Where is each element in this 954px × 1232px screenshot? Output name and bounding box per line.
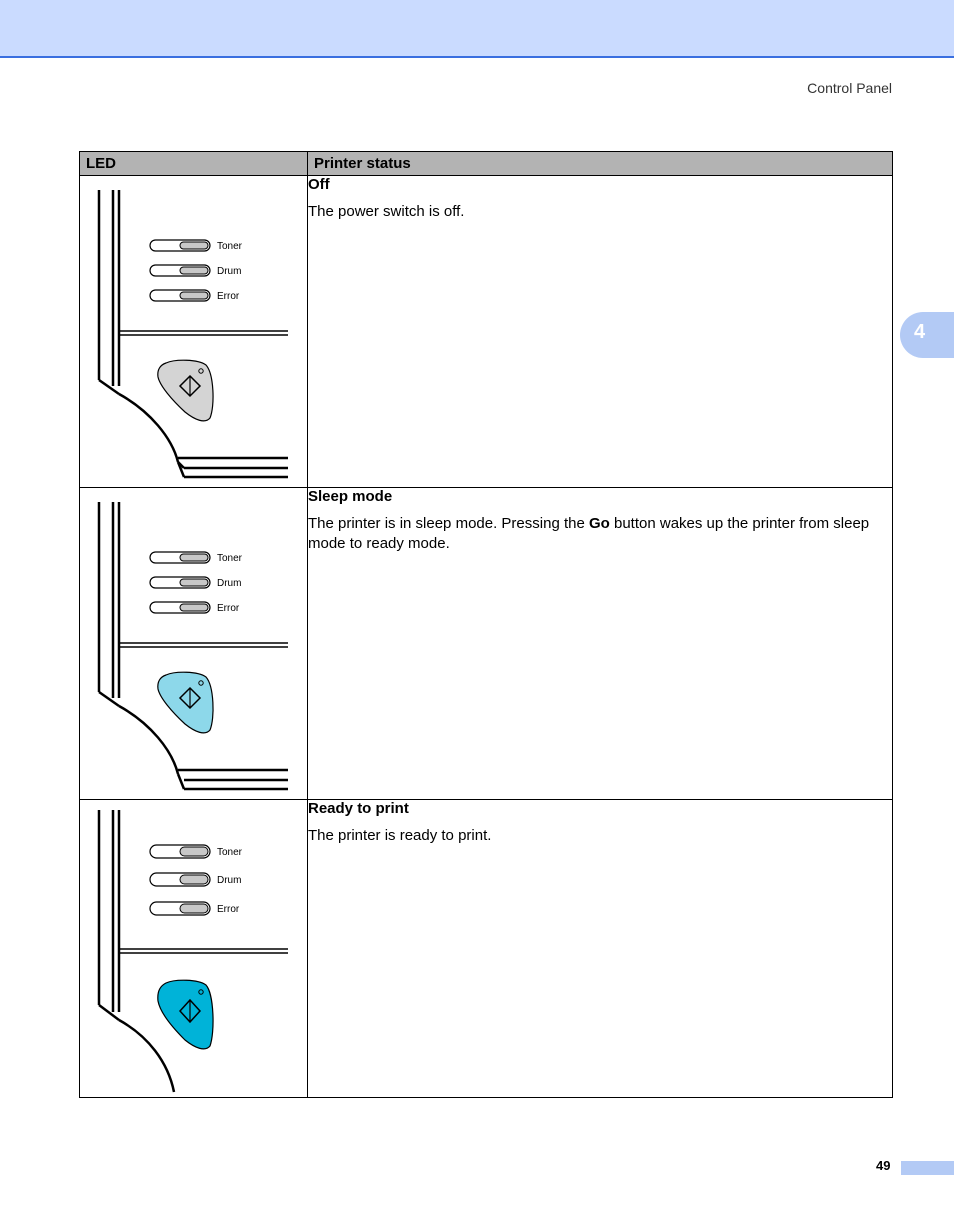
led-label-toner: Toner: [217, 847, 243, 858]
led-indicator: [150, 290, 210, 301]
table-row: [80, 176, 893, 488]
led-indicator: [150, 552, 210, 563]
led-label-error: Error: [217, 603, 240, 614]
led-indicator: [150, 265, 210, 276]
table-row: [80, 488, 893, 800]
status-description: The power switch is off.: [308, 203, 465, 220]
chapter-tab: [900, 312, 954, 358]
led-indicator: [150, 902, 210, 915]
go-button-icon: [158, 360, 213, 421]
status-cell: [308, 176, 893, 488]
printer-panel-illustration: [80, 488, 308, 799]
led-indicator: [150, 240, 210, 251]
page-number-bar: [901, 1161, 954, 1175]
status-cell: [308, 800, 893, 1098]
led-label-toner: Toner: [217, 553, 243, 564]
led-label-error: Error: [217, 291, 240, 302]
chapter-number: 4: [914, 321, 926, 343]
led-indicator: [150, 577, 210, 588]
led-status-table: [79, 151, 893, 1098]
status-title: Ready to print: [308, 800, 409, 817]
status-title: Sleep mode: [308, 488, 393, 505]
led-label-error: Error: [217, 904, 240, 915]
led-illustration-cell: [80, 800, 308, 1098]
led-label-toner: Toner: [217, 241, 243, 252]
page-number: 49: [876, 1158, 891, 1173]
status-column-header: Printer status: [308, 152, 893, 176]
led-illustration-cell: [80, 176, 308, 488]
status-description: The printer is in sleep mode. Pressing the Go button wakes up the printer from sleep mode to ready mode.: [308, 515, 870, 552]
running-header: Control Panel: [807, 80, 892, 96]
led-label-drum: Drum: [217, 578, 242, 589]
led-column-header: LED: [80, 152, 308, 176]
printer-panel-illustration: [80, 176, 308, 487]
go-button-icon: [158, 672, 213, 733]
status-description: The printer is ready to print.: [308, 827, 492, 844]
led-label-drum: Drum: [217, 875, 242, 886]
header-band: [0, 0, 954, 58]
table-row: [80, 800, 893, 1098]
table-header-row: [80, 152, 893, 176]
go-button-icon: [158, 980, 213, 1049]
led-label-drum: Drum: [217, 266, 242, 277]
led-illustration-cell: [80, 488, 308, 800]
printer-panel-illustration: [80, 800, 308, 1097]
led-indicator: [150, 602, 210, 613]
status-title: Off: [308, 176, 330, 193]
led-indicator: [150, 845, 210, 858]
led-indicator: [150, 873, 210, 886]
status-cell: [308, 488, 893, 800]
